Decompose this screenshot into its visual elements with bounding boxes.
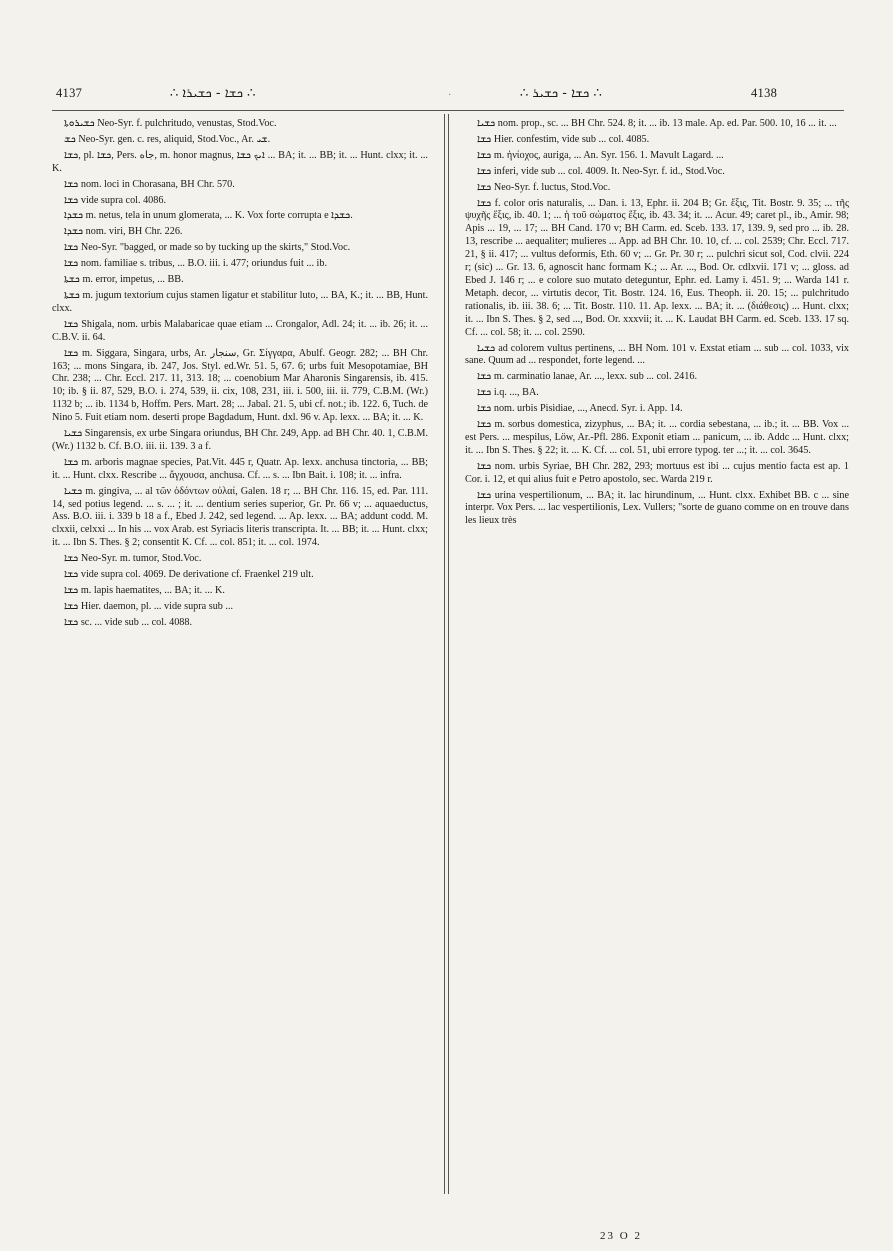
dictionary-entry: ܟܫܕܐ m. netus, tela in unum glomerata, ... K. Vox forte corrupta e ܟܫܕܐ. <box>64 210 353 222</box>
dictionary-entry: ܟܫܐ m. lapis haematites, ... BA; it. ... K. <box>64 585 225 596</box>
right-running-title: ∴ ܟܫܐ - ܟܫܝܪ ∴ <box>520 86 602 101</box>
dictionary-entry: ܟܫܐ vide supra col. 4069. De derivatione cf. Fraenkel 219 ult. <box>64 569 314 581</box>
dictionary-entry: ܟܫܐ f. color oris naturalis, ... Dan. i. 13, Ephr. ii. 204 B; Gr. ἕξις, Tit. Bostr. 9. 35; ... τῆς ψυχῆς ἕξις, ib. 40. 1; ... ἡ τοῦ σώματος ἕξις, ib. 43. 34; it. ... Acur. 49; caret pl., ib., Amir. 98; Apis ... 19, ... 17; ... BH Cand. 170 v; BH Carm. ed. Sceb. 133. 17, 139. 9, sed pro ... ib. 28. 13, rescribe ... aequaliter; mulieres ... App. ad BH Chr. 10. 10, cf. ... col. 2539; Chr. Eccl. 717. 21, § ii. 417; ... vultus deformis, Eth. 60 v; ... Gr. Pr. 30 r; ... pulchri sicut sol, Cod. clvii. 224 r; (sic) ... Gr. 13. 6, agnoscit hanc formam K.; ... Ar. ..., Bod. Or. cdlxvii. 171 v; ... gloss. ad Ebed J. 146 r; ... e colore suo mutato deteguntur, Ephr. ed. Lamy i. 451. 9; ... Warda 141 r. Metaph. decor, ... virtutis decor, Tit. Bostr. 124. 16, Eus. Theoph. ii. 20. 15; ... pulchritudo rationalis, ib. iii. 38. 6; ... Tit. Bostr. 110. 11. Ap. lexx. ... BA; it. ... (διάθεσις) ... Hunt. clxx; it. ... Ibn S. Thes. § 2, sed ..., Bod. Or. xxxvii; it. ... K. Laudat BH Carm. ed. Sceb. 133. 17 sq. Cf. ... col. 58; it. ... col. 2590. <box>465 197 849 338</box>
dictionary-entry: ܟܫܝܐ nom. prop., sc. ... BH Chr. 524. 8; it. ... ib. 13 male. Ap. ed. Par. 500. 10, 16 ... it. ... <box>477 118 837 129</box>
dictionary-entry: ܟܫܬܐ m. error, impetus, ... BB. <box>64 274 184 286</box>
dictionary-entry: ܟܫܝܐ m. gingiva, ... al τῶν ὀδόντων οὐλαί, Galen. 18 r; ... BH Chr. 116. 15, ed. Par. 111. 14, sed potius legend. ... s. ... ; it. ... dentium series superior, Gr. Pr. 66 v; ... aquaeductus, Ass. B.O. iii. i. 339 b 18 a f., Ebed J. 242, sed legend. ... Ap. lexx. ... BA; addunt codd. M. clxxii, celxxi ... In his ... vox Arab. est Syriacis literis transcripta. It. ... BB; it. ... Hunt. clxx; it. ... Ibn S. Thes. § 2; consentit K. Cf. ... col. 851; it. ... col. 1974. <box>52 485 428 549</box>
dictionary-entry: ܟܫܕܐ nom. viri, BH Chr. 226. <box>64 226 183 238</box>
dictionary-entry: ܟܫܐ nom. urbis Pisidiae, ..., Anecd. Syr. i. App. 14. <box>477 403 683 415</box>
dictionary-entry: ܟܫܐ vide supra col. 4086. <box>64 194 167 206</box>
dictionary-entry: ܟܫܬܐ m. jugum textorium cujus stamen ligatur et stabilitur luto, ... BA, K.; it. ... BB, Hunt. clxx. <box>52 289 428 314</box>
dictionary-entry: ܟܫܐ m. carminatio lanae, Ar. ..., lexx. sub ... col. 2416. <box>477 371 697 383</box>
dictionary-entry: ܟܫܐ Shigala, nom. urbis Malabaricae quae etiam ... Crongalor, Adl. 24; it. ... ib. 26; it. ... C.B.V. ii. 64. <box>52 318 428 343</box>
center-mark: · <box>448 90 452 101</box>
right-page-number: 4138 <box>751 86 778 100</box>
dictionary-entry: ܟܫܐ i.q. ..., BA. <box>477 387 539 399</box>
dictionary-entry: ܟܫܐ Neo-Syr. m. tumor, Stod.Voc. <box>64 553 202 565</box>
dictionary-entry: ܟܫܝܐ Singarensis, ex urbe Singara oriundus, BH Chr. 249, App. ad BH Chr. 40. 1, C.B.M. (Wr.) 1132 b. Cf. B.O. iii. ii. 139. 3 a f. <box>52 428 428 452</box>
dictionary-entry: ܟܫܐ Neo-Syr. "bagged, or made so by tucking up the skirts," Stod.Voc. <box>64 242 351 254</box>
dictionary-entry: ܟܫܐ nom. urbis Syriae, BH Chr. 282, 293; mortuus est ibi ... cujus mentio facta est ap. 1 Cor. i. 12, et qui alius fuit e Petro apostolo, sec. Warda 219 r. <box>465 460 849 485</box>
left-column <box>52 118 428 633</box>
dictionary-entry: ܟܫܐ m. arboris magnae species, Pat.Vit. 445 r, Quatr. Ap. lexx. anchusa tinctoria, ... BB; it. ... Hunt. clxx. Rescribe ... ἄγχουσα, anchusa. Cf. ... s. ... Ibn Bait. i. 108; it. ... infra. <box>52 456 428 481</box>
signature-mark: 23 O 2 <box>600 1230 642 1242</box>
dictionary-entry: ܟܫܐ sc. ... vide sub ... col. 4088. <box>64 616 193 628</box>
dictionary-entry: ܟܫܐ inferi, vide sub ... col. 4009. It. Neo-Syr. f. id., Stod.Voc. <box>477 165 725 177</box>
dictionary-entry: ܟܫܝܐ ad colorem vultus pertinens, ... BH Nom. 101 v. Exstat etiam ... sub ... col. 1033, vix sane. Quum ad ... respondet, forte legend. ... <box>465 342 849 367</box>
dictionary-entry: ܟܫܐ m. Siggara, Singara, urbs, Ar. ﺳﻨﺠﺎﺭ, Gr. Σίγγαρα, Abulf. Geogr. 282; ... BH Chr. 163; ... mons Singara, ib. 247, Jos. Styl. ed.Wr. 51. 5, 67. 6; urbs fuit Mesopotamiae, BH Chr. 238; ... Chr. Eccl. 217. 11, 313. 18; ... coenobium Mar Aharonis Singarensis, ib. 415. 10; ib. § ii. 87, 529, B.O. i. 274, 539, ii. cix, 108, 231, iii. i. 500, iii. ii. 779, C.B.M. (Wr.) 1132 b; ... ib. 1134 b, Hoffm. Pers. Mart. 28; ... Jabal. 21. 5, ubi cf. not.; ib. 122. 6, Tuch. de Nino 5. Fuit etiam nom. deserti prope Bagdadum, Hunt. dxl. 96 v. Ap. lexx. ... BA; it. ... K. <box>52 347 429 424</box>
dictionary-entry: ܟܫܐ Hier. daemon, pl. ... vide supra sub ... <box>64 600 234 612</box>
dictionary-entry: ܟܫ Neo-Syr. gen. c. res, aliquid, Stod.Voc., Ar. ܫܝ. <box>64 133 271 145</box>
dictionary-entry: ܟܫܐ nom. familiae s. tribus, ... B.O. iii. i. 477; oriundus fuit ... ib. <box>64 258 328 270</box>
dictionary-entry: ܟܫܐ urina vespertilionum, ... BA; it. lac hirundinum, ... Hunt. clxx. Exhibet BB. c ... sine interpr. Vox Pers. ... lac vespertilionis, Lex. Vullers; "sorte de guano comme on en trouve dans les lieux très <box>465 489 849 527</box>
left-running-title: ∴ ܟܫܐ - ܟܫܝܪܐ ∴ <box>170 86 256 101</box>
header-rule <box>52 110 844 111</box>
dictionary-entry: ܟܫܐ Neo-Syr. f. luctus, Stod.Voc. <box>477 181 611 193</box>
dictionary-entry: ܟܫܐ m. ἡνίοχος, auriga, ... An. Syr. 156. 1. Mavult Lagard. ... <box>477 149 724 161</box>
dictionary-entry: ܟܫܐ, pl. ܟܫܐ, Pers. ﺟﺎﻩ, m. honor magnus, ܐܝܟ ܟܫܐ ... BA; it. ... BB; it. ... Hunt. clxx; it. ... K. <box>52 149 428 174</box>
dictionary-entry: ܟܫܐ m. sorbus domestica, zizyphus, ... BA; it. ... cordia sebestana, ... ib.; it. ... BB. Vox ... est Pers. ... mespilus, Löw, Ar.-Pfl. 286. Exponit etiam ... panicum, ... ib. Addc ... Hunt. clxx; it. ... Ibn S. Thes. § 22; it. ... K. Cf. ... col. 51, ubi errore typog. ter ...; it. ... col. 3645. <box>465 419 849 456</box>
right-column <box>465 118 849 531</box>
left-page-number: 4137 <box>56 86 83 100</box>
column-divider <box>444 114 445 1194</box>
dictionary-entry: ܟܫܝܪܘܬܐ Neo-Syr. f. pulchritudo, venustas, Stod.Voc. <box>64 118 277 129</box>
dictionary-entry: ܟܫܐ Hier. confestim, vide sub ... col. 4085. <box>477 133 650 145</box>
column-divider-inner <box>448 114 449 1194</box>
dictionary-entry: ܟܫܐ nom. loci in Chorasana, BH Chr. 570. <box>64 178 235 190</box>
